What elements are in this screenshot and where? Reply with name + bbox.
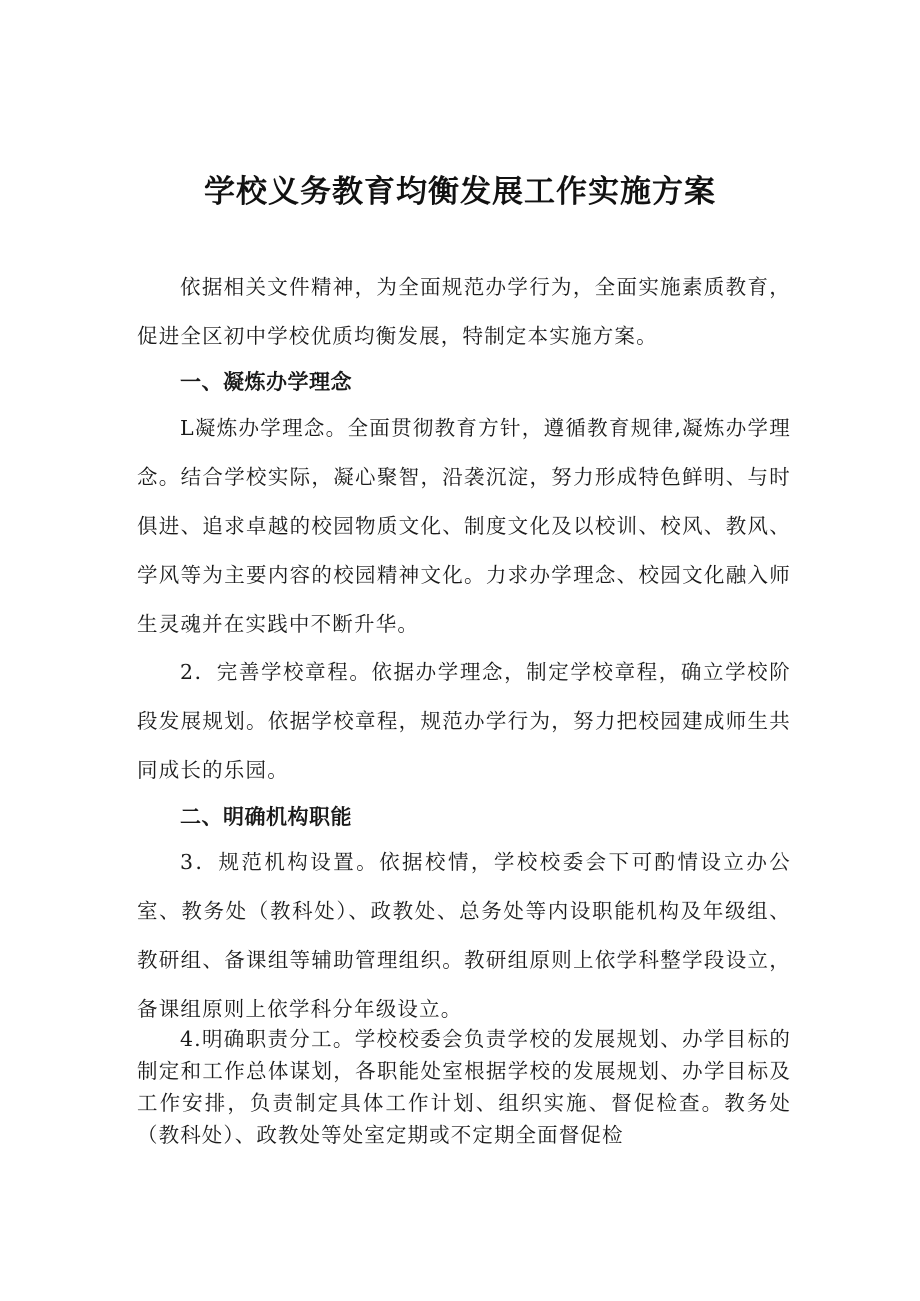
- document-title: 学校义务教育均衡发展工作实施方案: [204, 174, 716, 210]
- paragraph-4: 4.明确职责分工。学校校委会负责学校的发展规划、办学目标的制定和工作总体谋划，各职能处室根据学校的发展规划、办学目标及工作安排，负责制定具体工作计划、组织实施、督促检查。教务处（教科处）、政教处等处室定期或不定期全面督促检: [137, 1027, 791, 1147]
- paragraph-2: 2．完善学校章程。依据办学理念，制定学校章程，确立学校阶段发展规划。依据学校章程，规范办学行为，努力把校园建成师生共同成长的乐园。: [137, 660, 791, 782]
- paragraph-1: L凝炼办学理念。全面贯彻教育方针，遵循教育规律,凝炼办学理念。结合学校实际，凝心聚智，沿袭沉淀，努力形成特色鲜明、与时俱进、追求卓越的校园物质文化、制度文化及以校训、校风、教风、学风等为主要内容的校园精神文化。力求办学理念、校园文化融入师生灵魂并在实践中不断升华。: [137, 416, 791, 636]
- paragraph-3: 3．规范机构设置。依据校情，学校校委会下可酌情设立办公室、教务处（教科处）、政教处、总务处等内设职能机构及年级组、教研组、备课组等辅助管理组织。教研组原则上依学科整学段设立，备课组原则上依学科分年级设立。: [137, 850, 791, 1021]
- section-1-heading: 一、凝炼办学理念: [180, 370, 352, 394]
- section-2-heading: 二、明确机构职能: [180, 805, 352, 829]
- intro-paragraph: 依据相关文件精神，为全面规范办学行为，全面实施素质教育，促进全区初中学校优质均衡发展，特制定本实施方案。: [137, 275, 791, 348]
